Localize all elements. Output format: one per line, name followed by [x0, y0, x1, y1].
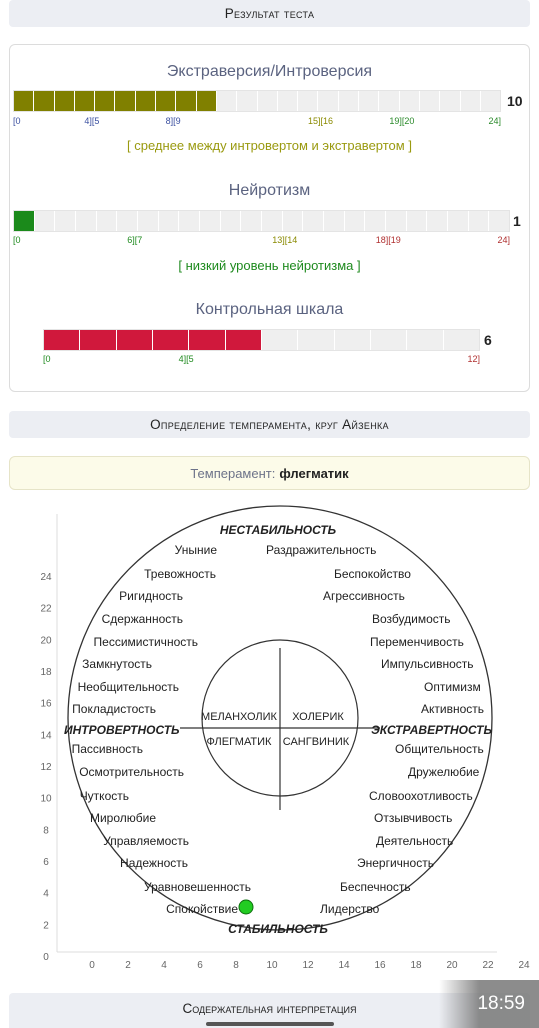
- scale-tick-label: 4][5: [84, 116, 100, 126]
- pole-extraversion: ЭКСТРАВЕРТНОСТЬ: [371, 723, 492, 737]
- y-tick-label: 6: [43, 857, 49, 868]
- scale-tick-label: 19][20: [389, 116, 415, 126]
- bar-cell: [189, 330, 225, 350]
- bar-cell: [117, 330, 153, 350]
- y-tick-label: 22: [40, 603, 52, 615]
- extraversion-verdict: [ среднее между интровертом и экстравертом ]: [127, 138, 412, 153]
- pole-instability: НЕСТАБИЛЬНОСТЬ: [219, 523, 337, 537]
- bar-cell: [386, 211, 407, 231]
- temperament-label: Темперамент:: [190, 465, 276, 481]
- bar-cell: [14, 211, 35, 231]
- bar-cell: [226, 330, 262, 350]
- bar-cell: [324, 211, 345, 231]
- x-tick-label: 8: [233, 960, 239, 971]
- bar-cell: [440, 91, 460, 111]
- trait-left: Пассивность: [71, 742, 143, 756]
- x-tick-label: 0: [89, 960, 95, 971]
- bar-cell: [138, 211, 159, 231]
- result-header: [9, 0, 530, 27]
- bar-cell: [335, 330, 371, 350]
- extraversion-bar: [13, 90, 501, 112]
- bar-cell: [489, 211, 509, 231]
- trait-left: Покладистость: [72, 702, 156, 716]
- trait-left: Необщительность: [77, 680, 179, 694]
- bar-cell: [481, 91, 500, 111]
- bar-cell: [153, 330, 189, 350]
- temperament-header: [9, 411, 530, 438]
- bar-cell: [117, 211, 138, 231]
- neuroticism-score: 1: [513, 213, 521, 229]
- scale-tick-label: 4][5: [178, 354, 194, 364]
- extraversion-score: 10: [507, 93, 523, 109]
- trait-right: Активность: [421, 702, 485, 716]
- trait-right: Беспокойство: [334, 567, 411, 581]
- bar-cell: [200, 211, 221, 231]
- trait-right: Агрессивность: [323, 589, 405, 603]
- x-tick-label: 4: [161, 960, 167, 971]
- trait-right: Дружелюбие: [408, 765, 480, 779]
- quadrant-phlegmatic: ФЛЕГМАТИК: [206, 736, 272, 748]
- bar-cell: [339, 91, 359, 111]
- y-tick-label: 20: [40, 635, 52, 647]
- quadrant-sanguine: САНГВИНИК: [282, 736, 350, 748]
- bar-cell: [298, 91, 318, 111]
- trait-right: Импульсивность: [381, 657, 474, 671]
- trait-left: Осмотрительность: [79, 765, 184, 779]
- temperament-value: флегматик: [279, 465, 349, 481]
- control-ticks: [43, 354, 480, 366]
- y-tick-label: 8: [43, 825, 49, 837]
- scale-tick-label: 24]: [497, 235, 510, 245]
- bar-cell: [115, 91, 135, 111]
- x-tick-label: 12: [302, 960, 314, 971]
- status-clock: 18:59: [439, 980, 539, 1028]
- eysenck-circle-chart: [0, 500, 539, 978]
- bar-cell: [75, 91, 95, 111]
- bar-cell: [420, 91, 440, 111]
- y-tick-label: 4: [43, 888, 49, 900]
- bar-cell: [379, 91, 399, 111]
- bar-cell: [34, 91, 54, 111]
- scale-tick-label: 15][16: [308, 116, 334, 126]
- bar-cell: [237, 91, 257, 111]
- x-tick-label: 18: [410, 960, 422, 971]
- scale-tick-label: [0: [13, 116, 21, 126]
- x-tick-label: 6: [197, 960, 203, 971]
- scale-tick-label: 24]: [488, 116, 501, 126]
- scale-tick-label: 18][19: [375, 235, 401, 245]
- trait-left: Пессимистичность: [93, 635, 198, 649]
- scale-tick-label: [0: [13, 235, 21, 245]
- bar-cell: [156, 91, 176, 111]
- bar-cell: [241, 211, 262, 231]
- quadrant-melancholic: МЕЛАНХОЛИК: [201, 711, 277, 723]
- trait-left: Управляемость: [103, 834, 189, 848]
- scale-tick-label: 12]: [467, 354, 480, 364]
- scale-tick-label: 13][14: [272, 235, 298, 245]
- control-bar: [43, 329, 480, 351]
- temperament-header-title: Определение темперамента, круг Айзенка: [150, 417, 389, 432]
- bar-cell: [55, 91, 75, 111]
- bar-cell: [258, 91, 278, 111]
- y-tick-label: 18: [40, 667, 52, 678]
- interpretation-header-title: Содержательная интерпретация: [182, 1001, 357, 1016]
- x-tick-label: 22: [482, 960, 494, 971]
- trait-right: Словоохотливость: [369, 789, 473, 803]
- bar-cell: [303, 211, 324, 231]
- scale-title-neuroticism: Нейротизм: [228, 182, 311, 199]
- trait-right: Оптимизм: [424, 680, 481, 694]
- x-tick-label: 20: [446, 960, 458, 971]
- neuroticism-ticks: [13, 235, 510, 247]
- trait-left: Уныние: [174, 543, 217, 557]
- trait-right: Деятельность: [376, 834, 454, 848]
- bar-cell: [97, 211, 118, 231]
- bar-cell: [35, 211, 56, 231]
- bar-cell: [469, 211, 490, 231]
- bar-cell: [159, 211, 180, 231]
- scale-tick-label: [0: [43, 354, 51, 364]
- trait-left: Миролюбие: [89, 811, 156, 825]
- y-tick-label: 2: [43, 920, 49, 932]
- pole-introversion: ИНТРОВЕРТНОСТЬ: [64, 723, 180, 737]
- bar-cell: [345, 211, 366, 231]
- bar-cell: [136, 91, 156, 111]
- bar-cell: [262, 211, 283, 231]
- neuroticism-bar: [13, 210, 510, 232]
- x-tick-label: 24: [518, 960, 530, 971]
- bar-cell: [55, 211, 76, 231]
- bar-cell: [298, 330, 334, 350]
- home-indicator[interactable]: [206, 1022, 334, 1026]
- bar-cell: [179, 211, 200, 231]
- result-header-title: Результат теста: [224, 6, 315, 21]
- bar-cell: [365, 211, 386, 231]
- bar-cell: [44, 330, 80, 350]
- temperament-result: [9, 456, 530, 490]
- bar-cell: [371, 330, 407, 350]
- trait-left: Тревожность: [144, 567, 216, 581]
- bar-cell: [461, 91, 481, 111]
- scale-tick-label: 6][7: [127, 235, 143, 245]
- pole-stability: СТАБИЛЬНОСТЬ: [228, 922, 328, 936]
- extraversion-ticks: [13, 116, 501, 128]
- bar-cell: [427, 211, 448, 231]
- bar-cell: [76, 211, 97, 231]
- trait-left: Надежность: [120, 856, 188, 870]
- bar-cell: [217, 91, 237, 111]
- control-score: 6: [484, 332, 492, 348]
- scale-tick-label: 8][9: [165, 116, 181, 126]
- trait-left: Замкнутость: [82, 657, 152, 671]
- bar-cell: [197, 91, 217, 111]
- quadrant-choleric: ХОЛЕРИК: [292, 711, 344, 723]
- scale-title-extraversion: Экстраверсия/Интроверсия: [166, 63, 373, 80]
- bar-cell: [95, 91, 115, 111]
- trait-right: Возбудимость: [372, 612, 451, 626]
- y-tick-label: 0: [43, 952, 49, 963]
- bar-cell: [400, 91, 420, 111]
- trait-right: Общительность: [395, 742, 484, 756]
- bar-cell: [80, 330, 116, 350]
- trait-right: Переменчивость: [370, 635, 464, 649]
- y-tick-label: 16: [40, 698, 52, 710]
- x-tick-label: 2: [125, 960, 131, 971]
- trait-right: Лидерство: [320, 902, 380, 916]
- trait-left: Ригидность: [119, 589, 183, 603]
- x-tick-label: 16: [374, 960, 386, 971]
- bar-cell: [448, 211, 469, 231]
- bar-cell: [262, 330, 298, 350]
- bar-cell: [283, 211, 304, 231]
- bar-cell: [407, 211, 428, 231]
- bar-cell: [407, 330, 443, 350]
- result-point: [239, 900, 253, 914]
- x-tick-label: 10: [266, 960, 278, 971]
- y-tick-label: 14: [40, 730, 52, 742]
- trait-right: Беспечность: [340, 880, 411, 894]
- results-card: [9, 44, 530, 392]
- trait-right: Энергичность: [357, 856, 434, 870]
- bar-cell: [14, 91, 34, 111]
- trait-left: Чуткость: [79, 789, 129, 803]
- trait-right: Раздражительность: [266, 543, 377, 557]
- bar-cell: [444, 330, 479, 350]
- trait-right: Отзывчивость: [374, 811, 453, 825]
- trait-left: Спокойствие: [166, 902, 238, 916]
- scale-title-control: Контрольная шкала: [195, 301, 344, 318]
- y-tick-label: 12: [40, 762, 52, 773]
- bar-cell: [359, 91, 379, 111]
- bar-cell: [318, 91, 338, 111]
- y-tick-label: 24: [40, 572, 52, 583]
- bar-cell: [278, 91, 298, 111]
- trait-left: Сдержанность: [101, 612, 183, 626]
- trait-left: Уравновешенность: [144, 880, 251, 894]
- bar-cell: [176, 91, 196, 111]
- x-tick-label: 14: [338, 960, 350, 971]
- neuroticism-verdict: [ низкий уровень нейротизма ]: [178, 258, 361, 273]
- bar-cell: [221, 211, 242, 231]
- y-tick-label: 10: [40, 793, 52, 805]
